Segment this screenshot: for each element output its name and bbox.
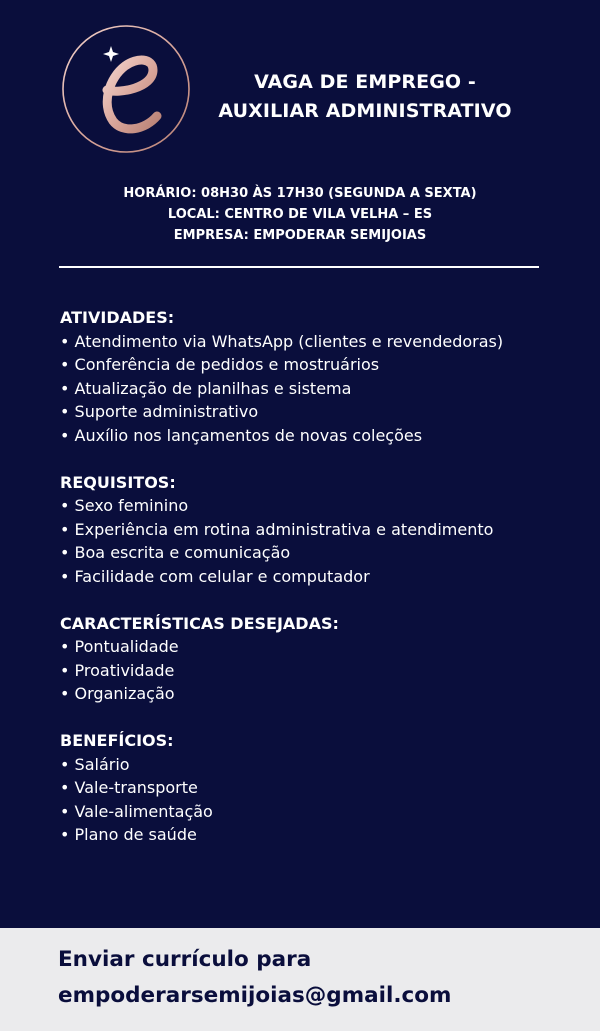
list-item: • Sexo feminino xyxy=(60,494,540,518)
section-heading: REQUISITOS: xyxy=(60,472,176,492)
job-info xyxy=(60,183,540,246)
job-details xyxy=(60,306,540,870)
list-item: • Proatividade xyxy=(60,659,540,683)
section-requisitos xyxy=(60,471,540,589)
list-item: • Salário xyxy=(60,753,540,777)
section-heading: CARACTERÍSTICAS DESEJADAS: xyxy=(60,613,339,633)
list-item: • Experiência em rotina administrativa e atendimento xyxy=(60,518,540,542)
title-line-2: AUXILIAR ADMINISTRATIVO xyxy=(218,100,512,122)
footer-line-1: Enviar currículo para xyxy=(58,947,312,972)
list-item: • Organização xyxy=(60,682,540,706)
info-empresa: EMPRESA: EMPODERAR SEMIJOIAS xyxy=(173,228,427,243)
section-heading: ATIVIDADES: xyxy=(60,308,175,327)
section-beneficios xyxy=(60,729,540,847)
divider xyxy=(59,266,539,268)
section-atividades xyxy=(60,306,540,447)
title-line-1: VAGA DE EMPREGO - xyxy=(254,71,476,93)
section-caracteristicas xyxy=(60,612,540,706)
list-item: • Facilidade com celular e computador xyxy=(60,565,540,589)
footer-email: empoderarsemijoias@gmail.com xyxy=(58,983,452,1008)
e-monogram-logo-icon xyxy=(61,24,191,154)
list-item: • Auxílio nos lançamentos de novas coleções xyxy=(60,424,540,448)
page-title xyxy=(200,68,530,126)
list-item: • Boa escrita e comunicação xyxy=(60,541,540,565)
footer-contact xyxy=(58,942,578,1014)
list-item: • Vale-alimentação xyxy=(60,800,540,824)
section-heading: BENEFÍCIOS: xyxy=(60,731,174,750)
list-item: • Vale-transporte xyxy=(60,776,540,800)
list-item: • Atualização de planilhas e sistema xyxy=(60,377,540,401)
list-item: • Atendimento via WhatsApp (clientes e revendedoras) xyxy=(60,330,540,354)
info-horario: HORÁRIO: 08H30 ÀS 17H30 (SEGUNDA A SEXTA) xyxy=(123,186,477,201)
info-local: LOCAL: CENTRO DE VILA VELHA – ES xyxy=(167,207,433,222)
list-item: • Plano de saúde xyxy=(60,823,540,847)
list-item: • Pontualidade xyxy=(60,635,540,659)
list-item: • Suporte administrativo xyxy=(60,400,540,424)
list-item: • Conferência de pedidos e mostruários xyxy=(60,353,540,377)
